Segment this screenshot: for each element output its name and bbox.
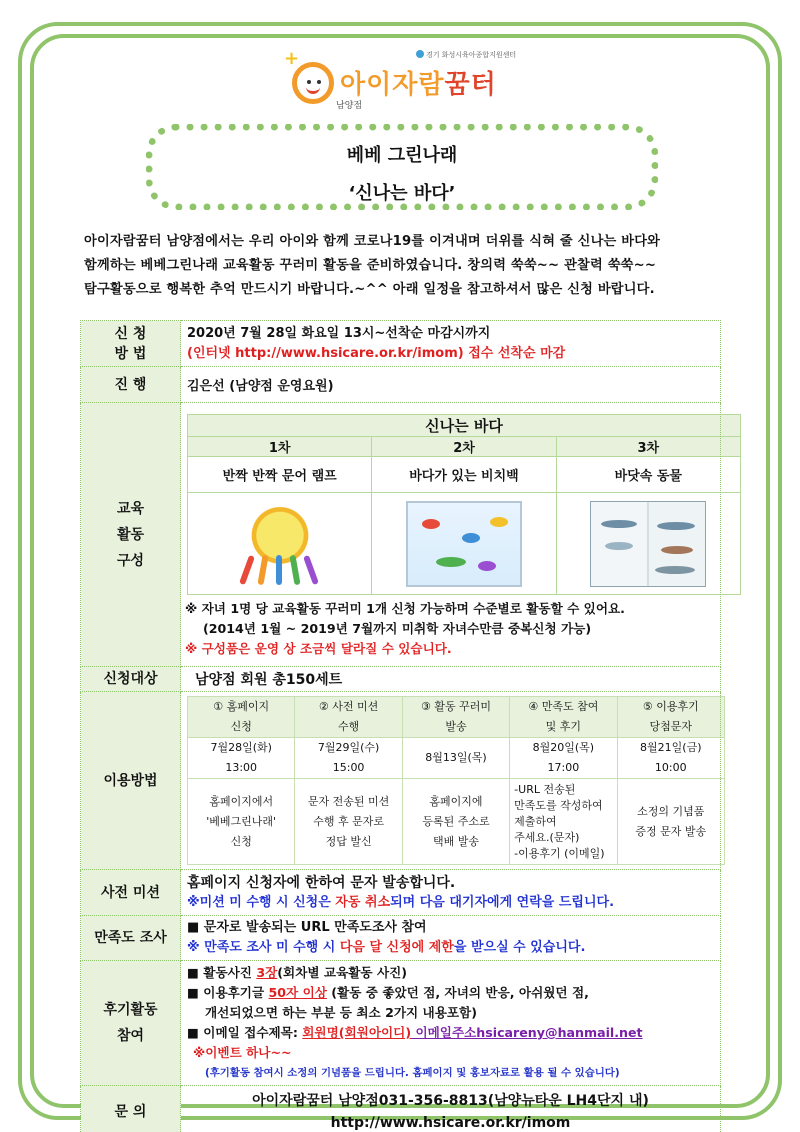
- run-value: 김은선 (남양점 운영요원): [181, 367, 721, 403]
- review-line-2: ■ 이용후기글 50자 이상 (활동 중 좋았던 점, 자녀의 반응, 아쉬웠던 점,: [187, 985, 589, 1000]
- info-table: [80, 320, 721, 1132]
- edu-note-1: ※ 자녀 1명 당 교육활동 꾸러미 1개 신청 가능하며 수준별로 활동할 수 있어요.: [185, 601, 625, 616]
- step-1-head: ① 홈페이지 신청: [188, 697, 295, 738]
- label-apply: 신 청 방 법: [81, 321, 181, 367]
- row-apply: [81, 321, 721, 367]
- review-line-4: ■ 이메일 접수제목: 회원명(회원아이디) 이메일주소hsicareny@hanmail.net: [187, 1025, 643, 1040]
- step-5-date: 8월21일(금) 10:00: [617, 738, 724, 779]
- mission-line-2: ※미션 미 수행 시 신청은 자동 취소되며 다음 대기자에게 연락을 드립니다.: [187, 894, 615, 910]
- program-subtitle: ‘신나는 바다’: [348, 183, 456, 204]
- session-3-name: 바닷속 동물: [556, 457, 740, 493]
- logo-branch: 남양점: [336, 101, 363, 111]
- contact-phone: 아이자람꿈터 남양점031-356-8813(남양뉴타운 LH4단지 내): [252, 1092, 649, 1109]
- row-review: [81, 961, 721, 1086]
- contact-url[interactable]: http://www.hsicare.or.kr/imom: [330, 1114, 571, 1131]
- title-box: [146, 124, 658, 210]
- label-edu: 교육 활동 구성: [81, 403, 181, 667]
- logo-org-name: 경기 화성시육아종합지원센터: [416, 50, 516, 60]
- label-review: 후기활동 참여: [81, 961, 181, 1086]
- usage-table: [187, 696, 725, 865]
- row-mission: [81, 870, 721, 916]
- step-2-desc: 문자 전송된 미션 수행 후 문자로 정답 발신: [295, 779, 402, 865]
- step-5-desc: 소정의 기념품 증정 문자 발송: [617, 779, 724, 865]
- survey-line-2: ※ 만족도 조사 미 수행 시 다음 달 신청에 제한을 받으실 수 있습니다.: [187, 940, 586, 955]
- label-target: 신청대상: [81, 667, 181, 692]
- review-line-3: 개선되었으면 하는 부분 등 최소 2가지 내용포함): [205, 1005, 477, 1020]
- step-1-date: 7월28일(화) 13:00: [188, 738, 295, 779]
- step-3-desc: 홈페이지에 등록된 주소로 택배 발송: [402, 779, 509, 865]
- session-2-name: 바다가 있는 비치백: [372, 457, 556, 493]
- activity-title: 신나는 바다: [188, 415, 741, 437]
- row-contact: [81, 1086, 721, 1132]
- center-logo: [284, 50, 534, 114]
- edu-note-2: (2014년 1월 ~ 2019년 7월까지 미취학 자녀수만큼 중복신청 가능): [203, 621, 592, 636]
- program-title: 베베 그린나래: [346, 145, 458, 166]
- intro-paragraph: 아이자람꿈터 남양점에서는 우리 아이와 함께 코로나19를 이겨내며 더위를 식혀 줄 신나는 바다와 함께하는 베베그린나래 교육활동 꾸러미 활동을 준비하였습니다. 창의력 쑥쑥~~ 관찰력 쑥쑥~~ 탐구활동으로 행복한 추억 만드시기 바랍니다.~^^ 아래 일정을 참고하셔서 많은 신청 바랍니다.: [84, 234, 661, 297]
- smiley-face-icon: [292, 62, 334, 104]
- step-2-date: 7월29일(수) 15:00: [295, 738, 402, 779]
- session-1-head: 1차: [188, 437, 372, 457]
- session-2-head: 2차: [372, 437, 556, 457]
- sparkle-icon: +: [284, 48, 300, 69]
- org-mark-icon: [416, 50, 424, 58]
- apply-url[interactable]: (인터넷 http://www.hsicare.or.kr/imom) 접수 선착순 마감: [187, 345, 566, 361]
- review-email-link[interactable]: 이메일주소hsicareny@hanmail.net: [411, 1025, 643, 1040]
- review-event-note: (후기활동 참여시 소정의 기념품을 드립니다. 홈페이지 및 홍보자료로 활용 될 수 있습니다): [205, 1067, 620, 1079]
- label-usage: 이용방법: [81, 692, 181, 870]
- row-survey: [81, 916, 721, 961]
- review-line-1: ■ 활동사진 3장(회차별 교육활동 사진): [187, 965, 408, 980]
- edu-note-3: ※ 구성품은 운영 상 조금씩 달라질 수 있습니다.: [185, 641, 452, 656]
- sea-animal-book-image: [590, 501, 706, 587]
- step-4-date: 8월20일(목) 17:00: [510, 738, 617, 779]
- label-run: 진 행: [81, 367, 181, 403]
- review-event: ※이벤트 하나~~: [193, 1045, 292, 1060]
- row-usage: [81, 692, 721, 870]
- row-target: [81, 667, 721, 692]
- session-1-name: 반짝 반짝 문어 램프: [188, 457, 372, 493]
- activity-table: [187, 414, 741, 595]
- survey-line-1: ■ 문자로 발송되는 URL 만족도조사 참여: [187, 920, 427, 935]
- logo-wordmark: 아이자람꿈터: [340, 70, 497, 100]
- step-5-head: ⑤ 이용후기 당첨문자: [617, 697, 724, 738]
- step-2-head: ② 사전 미션 수행: [295, 697, 402, 738]
- octopus-lamp-image: [222, 501, 338, 587]
- label-contact: 문 의: [81, 1086, 181, 1132]
- step-3-head: ③ 활동 꾸러미 발송: [402, 697, 509, 738]
- mission-line-1: 홈페이지 신청자에 한하여 문자 발송합니다.: [187, 874, 456, 891]
- apply-date: 2020년 7월 28일 화요일 13시~선착순 마감시까지: [187, 325, 491, 341]
- step-1-desc: 홈페이지에서 '베베그린나래' 신청: [188, 779, 295, 865]
- step-3-date: 8월13일(목): [402, 738, 509, 779]
- session-3-head: 3차: [556, 437, 740, 457]
- row-run: [81, 367, 721, 403]
- beach-bag-image: [406, 501, 522, 587]
- row-edu: [81, 403, 721, 667]
- target-value: 남양점 회원 총150세트: [181, 667, 721, 692]
- label-mission: 사전 미션: [81, 870, 181, 916]
- step-4-desc: -URL 전송된 만족도를 작성하여 제출하여 주세요.(문자) -이용후기 (이메일): [510, 779, 617, 865]
- step-4-head: ④ 만족도 참여 및 후기: [510, 697, 617, 738]
- label-survey: 만족도 조사: [81, 916, 181, 961]
